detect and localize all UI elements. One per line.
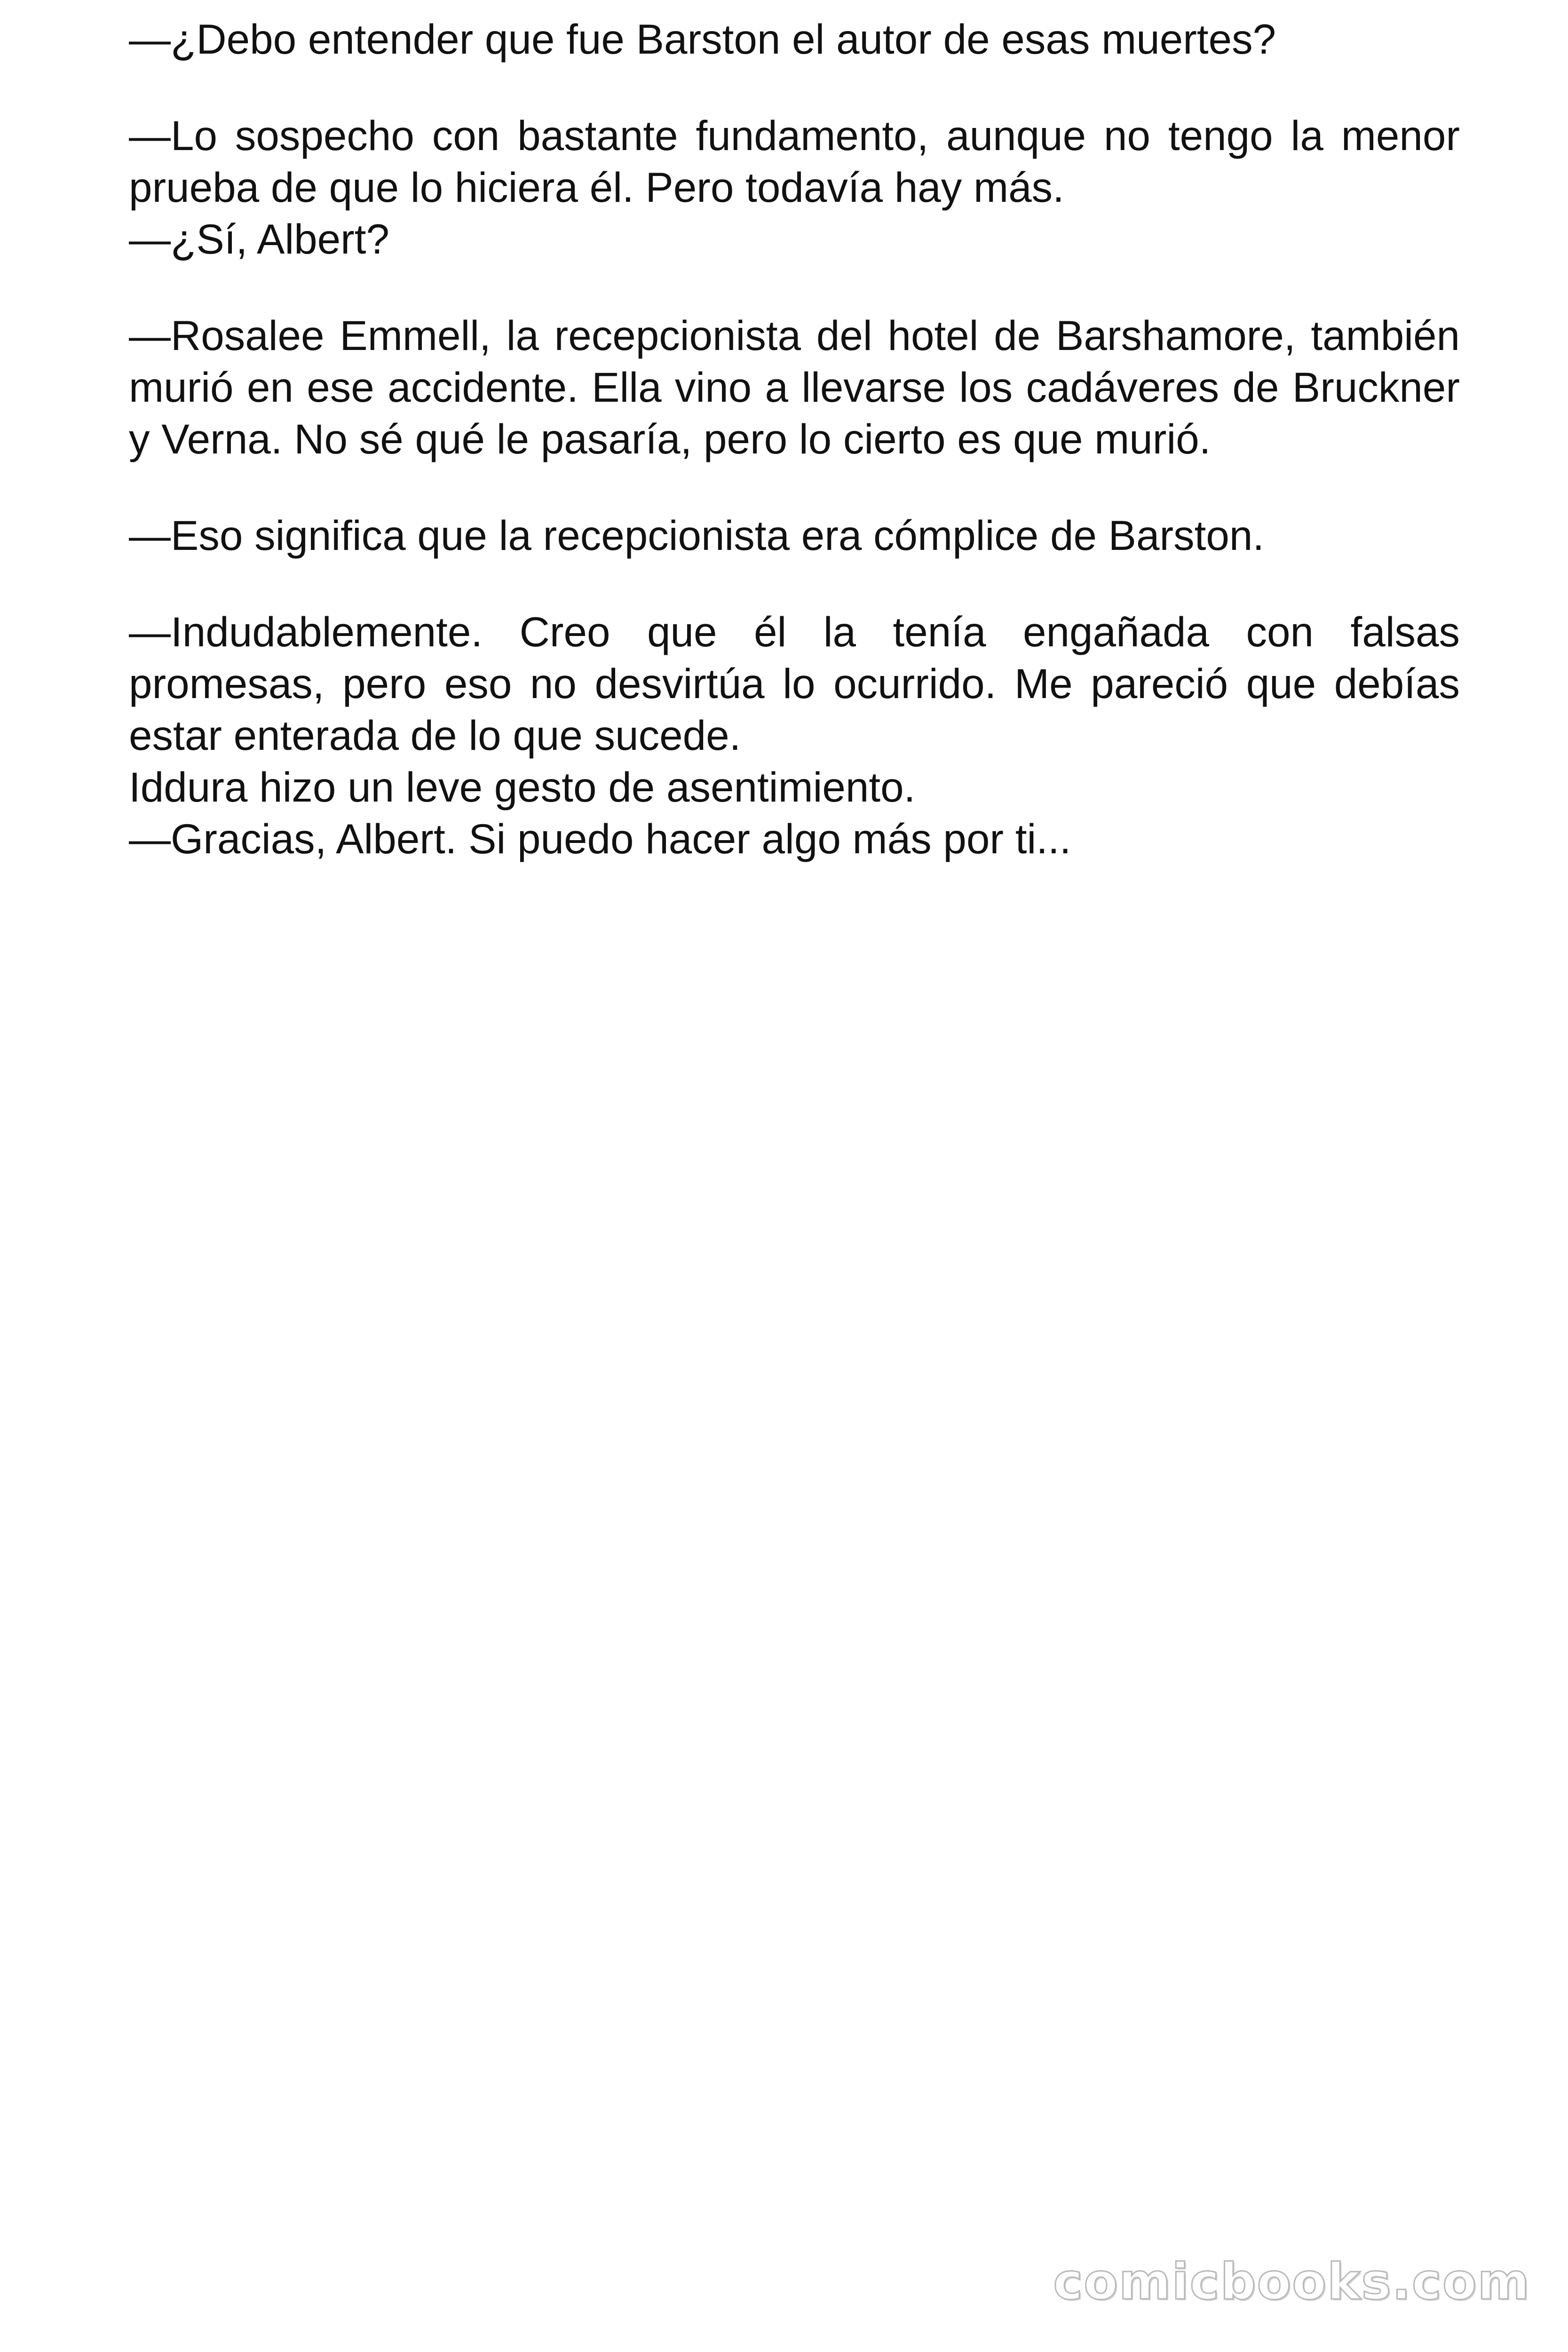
paragraph: —Indudablemente. Creo que él la tenía engañada con falsas promesas, pero eso no desvirtúa lo ocurrido. Me pareció que debías estar enterada de lo que sucede. (129, 608, 1460, 759)
paragraph: —Gracias, Albert. Si puedo hacer algo más por ti... (129, 815, 1071, 862)
watermark: comicbooks.com (1053, 2253, 1530, 2311)
paragraph: —Lo sospecho con bastante fundamento, aunque no tengo la menor prueba de que lo hiciera él. Pero todavía hay más. (129, 112, 1460, 211)
paragraph: —Rosalee Emmell, la recepcionista del hotel de Barshamore, también murió en ese accidente. Ella vino a llevarse los cadáveres de Bruckner y Verna. No sé qué le pasaría, pero lo cierto es que murió. (129, 312, 1460, 462)
paragraph: Iddura hizo un leve gesto de asentimiento. (129, 763, 916, 810)
document-page (129, 13, 1460, 865)
paragraph: —¿Debo entender que fue Barston el autor de esas muertes? (129, 16, 1276, 63)
paragraph: —Eso significa que la recepcionista era cómplice de Barston. (129, 512, 1265, 559)
paragraph: —¿Sí, Albert? (129, 215, 389, 262)
